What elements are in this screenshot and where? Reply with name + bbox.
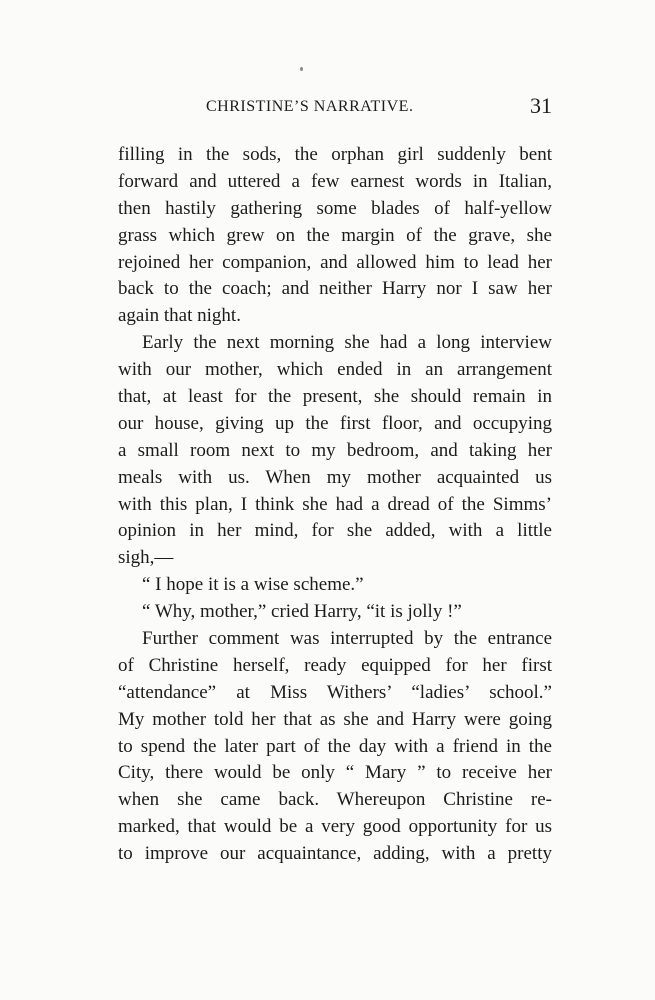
text-line: to spend the later part of the day with a friend in the — [118, 735, 552, 757]
text-line: with our mother, which ended in an arrangement — [118, 359, 552, 381]
text-line: sigh,— — [118, 547, 174, 569]
text-line: marked, that would be a very good opportunity for us — [118, 816, 552, 838]
text-line: “attendance” at Miss Withers’ “ladies’ school.” — [118, 681, 552, 703]
text-line: filling in the sods, the orphan girl suddenly bent — [118, 144, 552, 165]
text-line: “ I hope it is a wise scheme.” — [142, 574, 364, 596]
text-line: when she came back. Whereupon Christine re- — [118, 789, 552, 811]
text-line: opinion in her mind, for she added, with a little — [118, 520, 552, 542]
text-line: that, at least for the present, she should remain in — [118, 386, 552, 408]
body-text — [118, 142, 552, 868]
text-line: Further comment was interrupted by the entrance — [142, 628, 552, 650]
text-line: Early the next morning she had a long interview — [142, 332, 552, 354]
text-line: then hastily gathering some blades of half-yellow — [118, 197, 552, 219]
text-line: forward and uttered a few earnest words in Italian, — [118, 170, 552, 192]
paper-speck — [300, 67, 303, 71]
text-line: again that night. — [118, 305, 241, 327]
text-line: City, there would be only “ Mary ” to receive her — [118, 762, 552, 784]
text-line: back to the coach; and neither Harry nor I saw her — [118, 278, 552, 300]
text-line: rejoined her companion, and allowed him to lead her — [118, 251, 552, 273]
text-line: My mother told her that as she and Harry were going — [118, 708, 552, 730]
text-line: of Christine herself, ready equipped for her first — [118, 654, 552, 676]
text-line: meals with us. When my mother acquainted us — [118, 466, 552, 488]
text-line: “ Why, mother,” cried Harry, “it is jolly !” — [142, 601, 462, 623]
text-line: grass which grew on the margin of the grave, she — [118, 224, 552, 246]
running-head: CHRISTINE’S NARRATIVE. — [206, 98, 414, 115]
text-line: to improve our acquaintance, adding, with a pretty — [118, 843, 552, 865]
page-header — [118, 93, 552, 122]
page-number: 31 — [530, 93, 552, 118]
text-line: a small room next to my bedroom, and taking her — [118, 439, 552, 461]
text-line: with this plan, I think she had a dread of the Simms’ — [118, 493, 552, 515]
text-line: our house, giving up the first floor, and occupying — [118, 412, 552, 434]
